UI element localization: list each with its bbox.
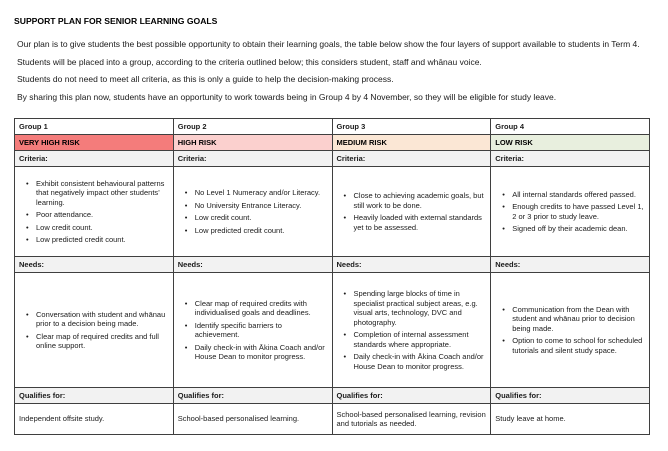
needs-label: Needs: [491,257,650,273]
group-3-needs-cell [332,273,491,388]
group-4-risk-badge: LOW RISK [491,135,650,151]
needs-label: Needs: [15,257,174,273]
needs-item: • Identify specific barriers to achievement. [176,321,328,340]
needs-item: • Daily check-in with Ākina Coach and/or House Dean to monitor progress. [176,343,328,362]
needs-item: • Option to come to school for scheduled tutorials and silent study space. [493,336,645,355]
criteria-list [17,179,171,245]
criteria-item: • No Level 1 Numeracy and/or Literacy. [176,188,328,198]
group-2-risk-badge: HIGH RISK [173,135,332,151]
needs-label-row [15,257,650,273]
criteria-label: Criteria: [15,151,174,167]
criteria-item: • Close to achieving academic goals, but still work to be done. [335,191,487,210]
group-2-criteria-cell [173,167,332,257]
needs-list [493,305,647,356]
group-2-qualifies-cell: School-based personalised learning. [173,404,332,435]
criteria-list [493,190,647,234]
needs-content-row [15,273,650,388]
criteria-content-row [15,167,650,257]
group-2-header: Group 2 [173,119,332,135]
criteria-item: • Signed off by their academic dean. [493,224,645,234]
criteria-label-row [15,151,650,167]
qualifies-label: Qualifies for: [332,388,491,404]
criteria-label: Criteria: [491,151,650,167]
intro-paragraph-4: By sharing this plan now, students have an opportunity to work towards being in Group 4 by 4 November, so they will be eligible for study leave. [17,91,557,102]
criteria-list [176,188,330,235]
group-header-row [15,119,650,135]
needs-label: Needs: [173,257,332,273]
group-4-qualifies-cell: Study leave at home. [491,404,650,435]
needs-item: • Completion of internal assessment standards where appropriate. [335,330,487,349]
page-title: SUPPORT PLAN FOR SENIOR LEARNING GOALS [14,16,218,26]
needs-item: • Communication from the Dean with student and whānau prior to decision being made. [493,305,645,334]
criteria-item: • Exhibit consistent behavioural patterns that negatively impact other students’ learning. [17,179,169,208]
needs-list [17,310,171,351]
group-3-risk-badge: MEDIUM RISK [332,135,491,151]
criteria-label: Criteria: [173,151,332,167]
qualifies-label: Qualifies for: [173,388,332,404]
group-3-criteria-cell [332,167,491,257]
needs-item: • Clear map of required credits and full online support. [17,332,169,351]
intro-paragraph-2: Students will be placed into a group, according to the criteria outlined below; this considers student, staff and whānau voice. [17,56,482,67]
risk-level-row [15,135,650,151]
needs-item: • Daily check-in with Ākina Coach and/or House Dean to monitor progress. [335,352,487,371]
needs-label: Needs: [332,257,491,273]
group-3-header: Group 3 [332,119,491,135]
criteria-item: • Low predicted credit count. [176,226,328,236]
group-1-needs-cell [15,273,174,388]
qualifies-label-row [15,388,650,404]
qualifies-label: Qualifies for: [15,388,174,404]
needs-list [335,289,489,371]
criteria-item: • All internal standards offered passed. [493,190,645,200]
criteria-list [335,191,489,232]
intro-paragraph-1: Our plan is to give students the best possible opportunity to obtain their learning goals, the table below show the four layers of support available to students in Term 4. [17,39,640,49]
criteria-item: • No University Entrance Literacy. [176,201,328,211]
group-1-qualifies-cell: Independent offsite study. [15,404,174,435]
criteria-item: • Heavily loaded with external standards yet to be assessed. [335,213,487,232]
qualifies-content-row [15,404,650,435]
criteria-item: • Enough credits to have passed Level 1, 2 or 3 prior to study leave. [493,202,645,221]
needs-list [176,299,330,362]
group-2-needs-cell [173,273,332,388]
intro-paragraph-3: Students do not need to meet all criteria, as this is only a guide to help the decision-making process. [17,74,394,84]
criteria-label: Criteria: [332,151,491,167]
needs-item: • Spending large blocks of time in specialist practical subject areas, e.g. visual arts, technology, DVC and photography. [335,289,487,327]
group-1-header: Group 1 [15,119,174,135]
group-4-needs-cell [491,273,650,388]
group-1-criteria-cell [15,167,174,257]
needs-item: • Conversation with student and whānau prior to a decision being made. [17,310,169,329]
qualifies-label: Qualifies for: [491,388,650,404]
group-3-qualifies-cell: School-based personalised learning, revision and tutorials as needed. [332,404,491,435]
support-plan-table [14,118,650,435]
criteria-item: • Low credit count. [17,223,169,233]
group-4-header: Group 4 [491,119,650,135]
needs-item: • Clear map of required credits with individualised goals and deadlines. [176,299,328,318]
criteria-item: • Low predicted credit count. [17,235,169,245]
group-4-criteria-cell [491,167,650,257]
criteria-item: • Low credit count. [176,213,328,223]
group-1-risk-badge: VERY HIGH RISK [15,135,174,151]
criteria-item: • Poor attendance. [17,210,169,220]
